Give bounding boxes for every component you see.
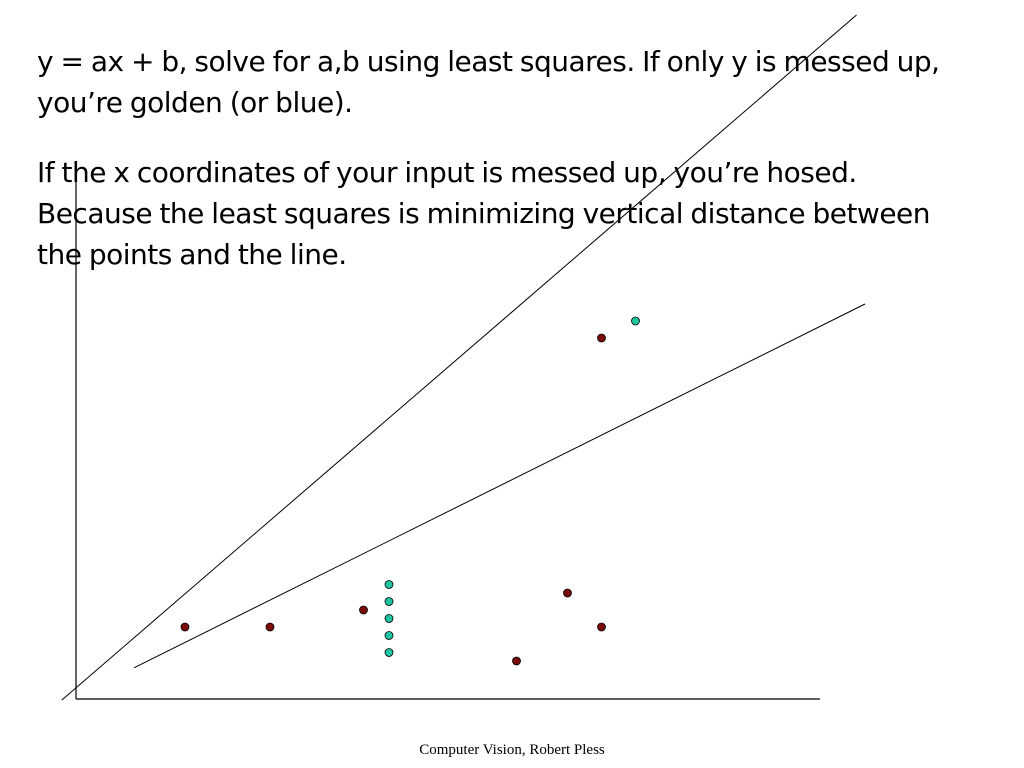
paragraph-x-coordinates: If the x coordinates of your input is messed up, you’re hosed. Because the least squares is minimizing vertical distance between the points and the line. [37,156,931,271]
red-point-3 [360,606,368,614]
blue-points [385,317,640,657]
blue-point-3 [385,615,393,623]
blue-point-4 [385,598,393,606]
red-point-1 [181,623,189,631]
blue-point-2 [385,632,393,640]
red-point-7 [598,334,606,342]
red-point-4 [513,657,521,665]
blue-point-1 [385,649,393,657]
paragraph-least-squares: y = ax + b, solve for a,b using least squares. If only y is messed up, you’re golden (or blue). [37,45,940,119]
red-point-2 [266,623,274,631]
fit-line-1 [62,15,857,700]
red-point-5 [564,589,572,597]
red-points [181,334,606,665]
red-point-6 [598,623,606,631]
fit-lines [62,15,865,700]
fit-line-2 [134,304,865,668]
blue-point-5 [385,581,393,589]
blue-point-6 [632,317,640,325]
slide-footer: Computer Vision, Robert Pless [419,742,605,758]
